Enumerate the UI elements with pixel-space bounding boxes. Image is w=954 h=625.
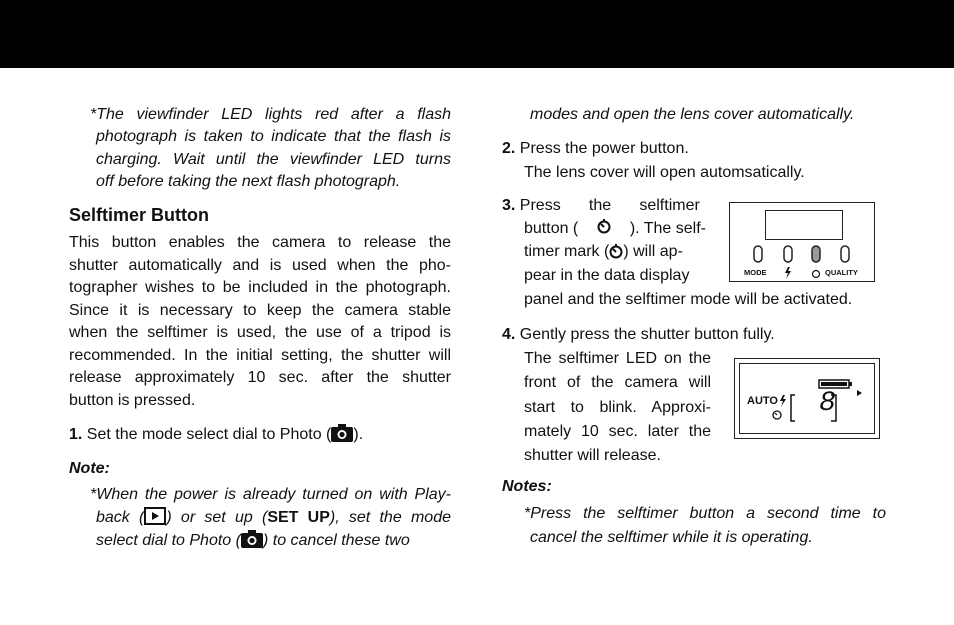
note1-line1: *The viewfinder LED lights red after a flash [90,106,451,123]
data-display-panel-figure [729,202,875,282]
note1-line4: off before taking the next flash photograph. [96,173,401,190]
setup-label: SET UP [267,509,330,526]
mode-label: MODE [744,268,767,277]
step4-body1: The selftimer LED on the [524,350,711,367]
step3-line5: panel and the selftimer mode will be activated. [524,291,853,308]
step3-l3a: timer mark ( [524,243,610,260]
step1-text: Set the mode select dial to Photo ( [86,426,332,443]
note2-line3-post: ) to cancel these two [262,532,410,549]
step1-end: ). [353,426,364,443]
lcd-display-figure [734,358,880,439]
auto-label: AUTO [747,395,778,407]
step3-line1 [502,195,706,218]
notes-line2: cancel the selftimer while it is operating. [530,529,813,546]
note2-setup-post: ), set the mode [329,509,451,526]
body-line5: when the selftimer is used, the use of a tripod is [69,324,451,341]
step4-body3: start to blink. Approxi- [524,399,711,416]
lcd-screen [765,210,843,240]
step4-line1 [502,324,775,347]
step4-number: 4. [502,326,516,343]
camera-icon [331,424,353,450]
step2-line2: The lens cover will open automsatically. [524,164,805,181]
lcd-digit: 8 [819,388,836,419]
note2-setup-pre: ) or set up ( [166,509,268,526]
step1 [69,424,363,450]
note1-line2: photograph is taken to indicate that the flash is [96,128,451,145]
note2-line3 [96,530,451,556]
lcd-graphics [735,359,879,438]
step4-body2: front of the camera will [524,374,711,391]
note2-line2 [96,507,451,533]
body-line1: This button enables the camera to release the [69,234,451,251]
note-heading: Note: [69,460,110,477]
quality-label: QUALITY [825,268,858,277]
playback-icon [144,507,166,533]
note2-line3-pre: select dial to Photo ( [96,532,241,549]
step1-number: 1. [69,426,83,443]
step4-body5: shutter will release. [524,447,661,464]
camera-icon [241,530,263,556]
step3-line3 [524,241,706,267]
step4-text: Gently press the shutter button fully. [519,326,775,343]
step3-line4: pear in the data display [524,267,690,284]
step3-number: 3. [502,197,516,214]
top-black-bar [0,0,954,68]
body-line6: recommended. In the initial setting, the shutter will [69,347,451,364]
step4-body4: mately 10 sec. later the [524,423,711,440]
selftimer-icon [609,243,623,267]
body-line7: release approximately 10 sec. after the shutter [69,369,451,386]
body-line2: shutter automatically and is used when the pho- [69,257,451,274]
step2-line1 [502,138,689,161]
notes-line1: *Press the selftimer button a second time to [524,505,886,522]
step3-l3b: ) will ap- [623,243,683,260]
body-line3: tographer wishes to be included in the photograph. [69,279,451,296]
step3-l2a: button ( [524,220,579,237]
step3-text1: Press the selftimer [519,197,700,214]
section-heading: Selftimer Button [69,205,210,225]
step3-l2b: ). The self- [629,220,706,237]
step3-line2 [524,218,706,242]
notes-heading: Notes: [502,478,552,495]
selftimer-icon [597,218,611,242]
note2-back: back ( [96,509,145,526]
step2-text: Press the power button. [519,140,689,157]
note2-line1: *When the power is already turned on with Play- [90,486,451,503]
continued-line: modes and open the lens cover automatically. [530,106,855,123]
note1-line3: charging. Wait until the viewfinder LED turns [96,151,451,168]
body-line8: button is pressed. [69,392,196,409]
body-line4: Since it is necessary to keep the camera stable [69,302,451,319]
step2-number: 2. [502,140,516,157]
